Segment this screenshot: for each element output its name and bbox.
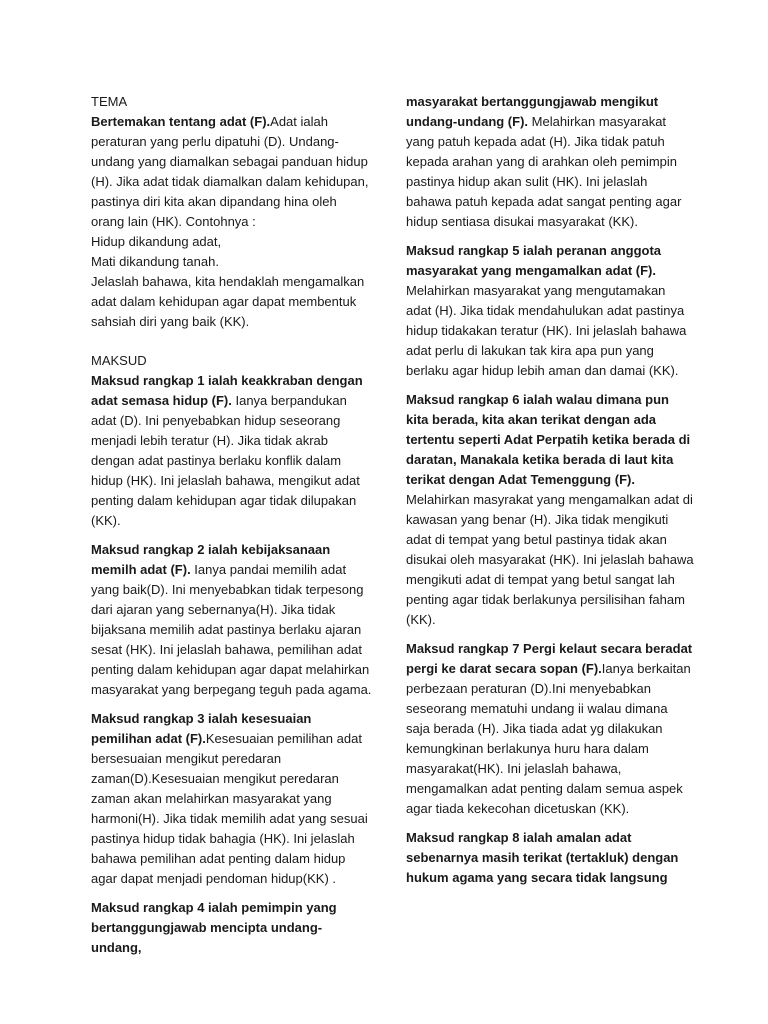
- maksud-rangkap-4: [91, 898, 372, 958]
- tema-text: Adat ialah peraturan yang perlu dipatuhi (D). Undang-undang yang diamalkan sebagai panduan hidup (H). Jika adat tidak diamalkan dalam kehidupan, pastinya diri kita akan dipandang hina oleh orang lain (HK). Contohnya :: [91, 114, 369, 229]
- rangkap-7-bold: Maksud rangkap 7 Pergi kelaut secara beradat pergi ke darat secara sopan (F).: [406, 641, 693, 676]
- right-column: [406, 92, 694, 897]
- rangkap-4-cont-text: Melahirkan masyarakat yang patuh kepada adat (H). Jika tidak patuh kepada arahan yang di arahkan oleh pemimpin pastinya hidup akan sulit (HK). Ini jelaslah bahawa patuh kepada adat sangat penting agar hidup sentiasa disukai masyarakat (KK).: [406, 114, 682, 229]
- rangkap-5-text: Melahirkan masyarakat yang mengutamakan adat (H). Jika tidak mendahulukan adat pastinya hidup tidakakan teratur (HK). Ini jelaslah bahawa adat perlu di lakukan tak kira apa pun yang berlaku agar hidup lebih aman dan damai (KK).: [406, 283, 687, 378]
- tema-heading: TEMA: [91, 94, 128, 109]
- rangkap-8-bold: Maksud rangkap 8 ialah amalan adat sebenarnya masih terikat (tertakluk) dengan hukum agama yang secara tidak langsung: [406, 830, 679, 885]
- tema-statement: [91, 114, 368, 229]
- maksud-rangkap-5: [406, 241, 694, 381]
- rangkap-2-text: Ianya pandai memilih adat yang baik(D). Ini menyebabkan tidak terpesong dari ajaran yang sebernanya(H). Jika tidak bijaksana memilih adat pastinya berlaku ajaran sesat (HK). Ini jelaslah bahawa, pemilihan adat penting dalam kehidupan agar dapat melahirkan masyarakat yang berpegang teguh pada agama.: [91, 562, 372, 697]
- tema-quote-line-2: Mati dikandung tanah.: [91, 254, 219, 269]
- rangkap-6-bold: Maksud rangkap 6 ialah walau dimana pun kita berada, kita akan terikat dengan ada tertentu seperti Adat Perpatih ketika berada di daratan, Manakala ketika berada di laut kita terikat dengan Adat Temenggung (F).: [406, 392, 691, 487]
- rangkap-1-text: Ianya berpandukan adat (D). Ini penyebabkan hidup seseorang menjadi lebih teratur (H). Jika tidak akrab dengan adat pastinya berlaku konflik dalam hidup (HK). Ini jelaslah bahawa, mengikut adat penting dalam kehidupan agar tidak dilupakan (KK).: [91, 393, 360, 528]
- rangkap-3-text: Kesesuaian pemilihan adat bersesuaian mengikut peredaran zaman(D).Kesesuaian mengikut peredaran zaman akan melahirkan masyarakat yang harmoni(H). Jika tidak memilih adat yang sesuai pastinya hidup tidak bahagia (HK). Ini jelaslah bahawa pemilihan adat penting dalam hidup agar dapat menjadi pendoman hidup(KK) .: [91, 731, 368, 886]
- maksud-rangkap-6: [406, 390, 694, 630]
- rangkap-4-bold: Maksud rangkap 4 ialah pemimpin yang bertanggungjawab mencipta undang-undang,: [91, 900, 337, 955]
- rangkap-2-bold: Maksud rangkap 2 ialah kebijaksanaan memilh adat (F).: [91, 542, 331, 577]
- maksud-rangkap-1: [91, 351, 372, 531]
- tema-quote-line-1: Hidup dikandung adat,: [91, 234, 222, 249]
- maksud-rangkap-3: [91, 709, 372, 889]
- tema-section: [91, 92, 372, 332]
- maksud-rangkap-4-cont: [406, 92, 694, 232]
- rangkap-4-cont-bold: masyarakat bertanggungjawab mengikut undang-undang (F).: [406, 94, 659, 129]
- rangkap-3-bold: Maksud rangkap 3 ialah kesesuaian pemilihan adat (F).: [91, 711, 312, 746]
- rangkap-1-bold: Maksud rangkap 1 ialah keakkraban dengan adat semasa hidup (F).: [91, 373, 363, 408]
- left-column: [91, 92, 372, 967]
- rangkap-5-bold: Maksud rangkap 5 ialah peranan anggota masyarakat yang mengamalkan adat (F).: [406, 243, 662, 278]
- maksud-heading: MAKSUD: [91, 353, 147, 368]
- rangkap-7-text: Ianya berkaitan perbezaan peraturan (D).Ini menyebabkan seseorang mematuhi undang ii walau dimana saja berada (H). Jika tiada adat yg dilakukan kemungkinan berlakunya huru hara dalam masyarakat(HK). Ini jelaslah bahawa, mengamalkan adat penting dalam semua aspek agar tiada kekecohan dicetuskan (KK).: [406, 661, 691, 816]
- rangkap-6-text: Melahirkan masyrakat yang mengamalkan adat di kawasan yang benar (H). Jika tidak mengikuti adat di tempat yang betul pastinya tidak akan disukai oleh masyarakat (HK). Ini jelaslah bahawa mengikuti adat di tempat yang betul sangat lah penting agar tidak berlakunya persilisihan faham (KK).: [406, 492, 694, 627]
- tema-conclusion: Jelaslah bahawa, kita hendaklah mengamalkan adat dalam kehidupan agar dapat membentuk sahsiah diri yang baik (KK).: [91, 274, 365, 329]
- maksud-rangkap-8: [406, 828, 694, 888]
- tema-bold: Bertemakan tentang adat (F).: [91, 114, 271, 129]
- maksud-rangkap-7: [406, 639, 694, 819]
- maksud-rangkap-2: [91, 540, 372, 700]
